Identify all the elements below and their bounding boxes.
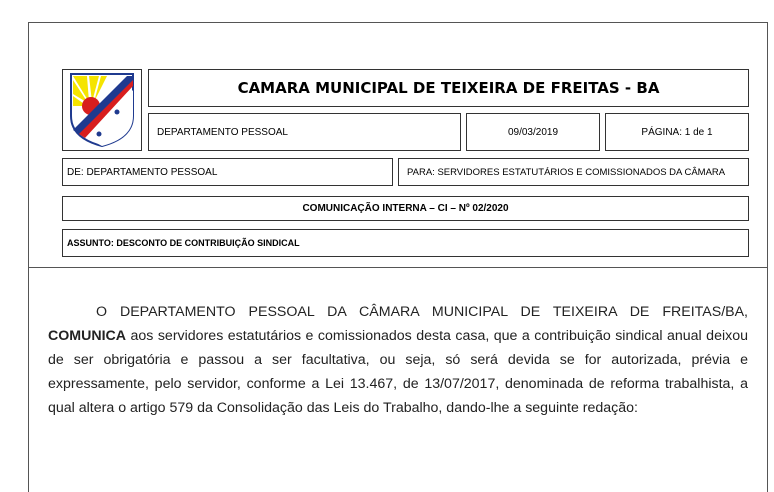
document-date: 09/03/2019 — [507, 126, 559, 138]
institution-title: CAMARA MUNICIPAL DE TEIXEIRA DE FREITAS - BA — [237, 79, 660, 97]
department-label: DEPARTAMENTO PESSOAL — [157, 126, 288, 138]
to-box — [398, 158, 749, 186]
from-box — [62, 158, 393, 186]
page-number-box — [605, 113, 749, 151]
subject-label: ASSUNTO: DESCONTO DE CONTRIBUIÇÃO SINDICAL — [67, 238, 300, 248]
header-title-box — [148, 69, 749, 107]
date-box — [466, 113, 600, 151]
body-rest: aos servidores estatutários e comissionados desta casa, que a contribuição sindical anual deixou de ser obrigatória e passou a ser facultativa, ou seja, só será devida se for autorizada, prévia e expressamente, pelo servidor, conforme a Lei 13.467, de 13/07/2017, denominada de reforma trabalhista, a qual altera o artigo 579 da Consolidação das Leis do Trabalho, dando-lhe a seguinte redação: — [48, 328, 748, 416]
from-label: DE: DEPARTAMENTO PESSOAL — [67, 166, 218, 178]
body-bold-comunica: COMUNICA — [48, 328, 127, 344]
department-box — [148, 113, 461, 151]
coat-of-arms-logo — [67, 72, 137, 148]
to-label: PARA: SERVIDORES ESTATUTÁRIOS E COMISSIONADOS DA CÂMARA — [407, 166, 726, 178]
page-number: PÁGINA: 1 de 1 — [641, 126, 713, 138]
body-paragraph — [48, 300, 748, 420]
ci-number-box — [62, 196, 749, 221]
subject-box — [62, 229, 749, 257]
logo-box — [62, 69, 142, 151]
section-divider — [28, 267, 768, 268]
body-intro: O DEPARTAMENTO PESSOAL DA CÂMARA MUNICIPAL DE TEIXEIRA DE FREITAS/BA, — [96, 304, 748, 320]
ci-number: COMUNICAÇÃO INTERNA – CI – Nº 02/2020 — [302, 203, 509, 214]
